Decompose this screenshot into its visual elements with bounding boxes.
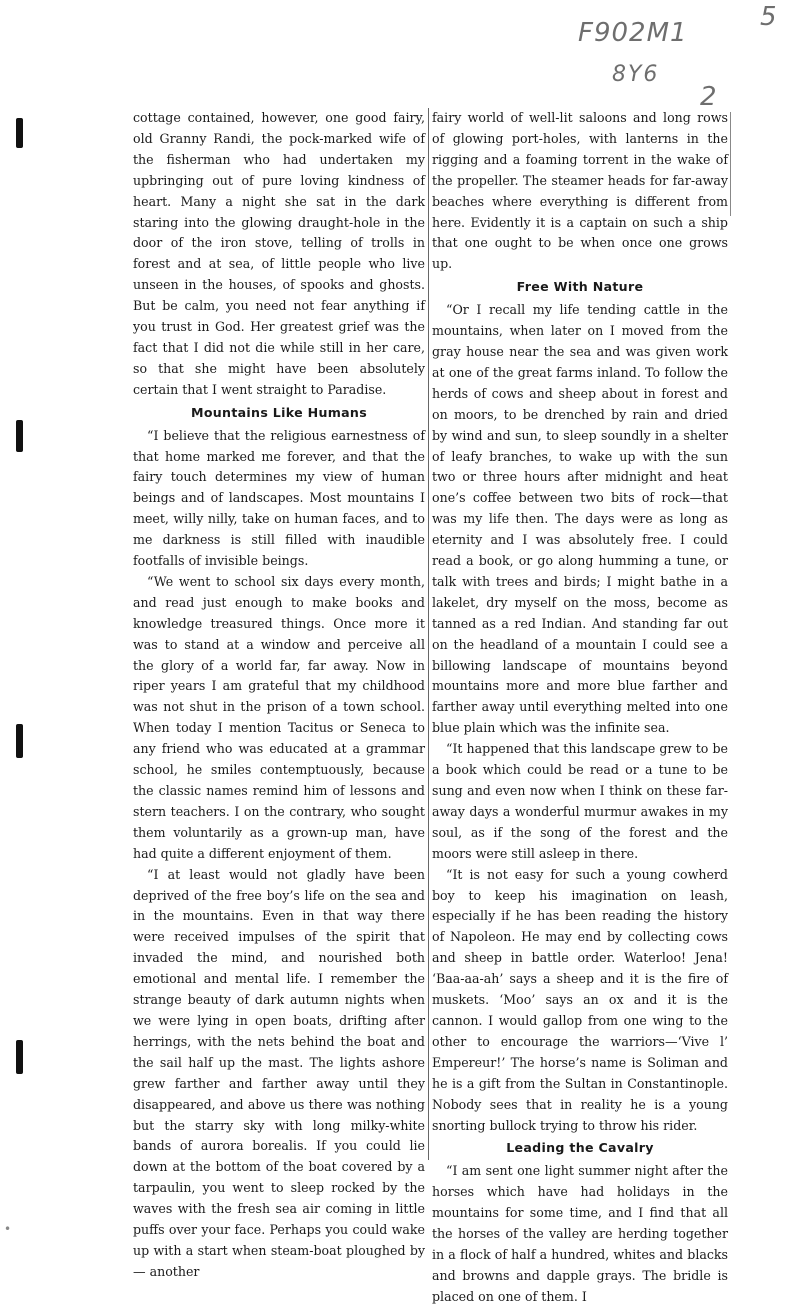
accession-number-annotation: F902M1 bbox=[578, 18, 688, 48]
clipping-edge-rule bbox=[730, 112, 731, 216]
paragraph: “I believe that the religious earnestness of that home marked me forever, and that the fairy touch determines my view of human beings and of landscapes. Most mountains I meet, willy nilly, take on human faces, and to me darkness is still filled with inaudible footfalls of invisible beings. bbox=[133, 427, 425, 569]
paragraph: “Or I recall my life tending cattle in the mountains, when later on I moved from the gray house near the sea and was given work at one of the great farms inland. To follow the herds of cows and sheep about in forest and on moors, to be drenched by rain and dried by wind and sun, to sleep soundly in a shelter of leafy branches, to wake up with the sun two or three hours after midnight and heat one’s coffee between two bits of rock—that was my life then. The days were as long as eternity and I was absolutely free. I could read a book, or go along humming a tune, or talk with trees and birds; I might bathe in a lakelet, dry myself on the moss, become as tanned as a red Indian. And standing far out on the headland of a mountain I could see a billowing landscape of mountains beyond mountains more and more blue farther and farther away until everything melted into one blue plain which was the infinite sea. bbox=[432, 302, 728, 736]
column-number-annotation: 2 bbox=[700, 82, 717, 112]
paragraph: “It happened that this landscape grew to be a book which could be read or a tune to be sung and even now when I think on these far-away days a wonderful murmur awakes in my soul, as if the song of the forest and the moors were still asleep in there. bbox=[432, 741, 728, 861]
section-heading: Leading the Cavalry bbox=[506, 1140, 654, 1156]
volume-annotation: 8Y6 bbox=[612, 62, 660, 87]
paragraph: “We went to school six days every month, and read just enough to make books and knowledge treasured things. Once more it was to stand at a window and perceive all the glory of a world far, far away. Now in riper years I am grateful that my childhood was not shut in the prison of a town school. When today I mention Tacitus or Seneca to any friend who was educated at a grammar school, he smiles contemptuously, because the classic names remind him of lessons and stern teachers. I on the contrary, who sought them voluntarily as a grown-up man, have had quite a different enjoyment of them. bbox=[133, 573, 425, 861]
binding-hole-mark bbox=[16, 118, 23, 148]
paragraph: “It is not easy for such a young cowherd boy to keep his imagination on leash, especially if he has been reading the history of Napoleon. He may end by collecting cows and sheep in battle order. Waterloo! Jena! ‘Baa-aa-ah’ says a sheep and it is the fire of muskets. ‘Moo’ says an ox and it is the cannon. I would gallop from one wing to the other to encourage the warriors—‘Vive l’ Empereur!’ The horse’s name is Soliman and he is a gift from the Sultan in Constantinople. Nobody sees that in reality he is a young snorting bullock trying to throw his rider. bbox=[432, 866, 728, 1133]
article-column-right bbox=[432, 108, 728, 1308]
corner-scan-mark: • bbox=[4, 1222, 12, 1236]
column-divider-rule bbox=[428, 108, 429, 1160]
paragraph: “I at least would not gladly have been deprived of the free boy’s life on the sea and in the mountains. Even in that way there were received impulses of the spirit that invaded the mind, and nourished both emotional and mental life. I remember the strange beauty of dark autumn nights when we were lying in open boats, drifting after herrings, with the nets behind the boat and the sail half up the mast. The lights ashore grew farther and farther away until they disappeared, and above us there was nothing but the starry sky with long milky-white bands of aurora borealis. If you could lie down at the bottom of the boat covered by a tarpaulin, you went to sleep rocked by the waves with the fresh sea air coming in little puffs over your face. Perhaps you could wake up with a start when steam-boat ploughed by — another bbox=[133, 866, 425, 1279]
binding-hole-mark bbox=[16, 1040, 23, 1074]
section-heading: Free With Nature bbox=[516, 279, 644, 295]
binding-hole-mark bbox=[16, 420, 23, 452]
binding-hole-mark bbox=[16, 724, 23, 758]
article-column-left bbox=[133, 108, 425, 1283]
section-heading: Mountains Like Humans bbox=[191, 404, 367, 420]
paragraph: cottage contained, however, one good fairy, old Granny Randi, the pock-marked wife of the fisherman who had undertaken my upbringing out of pure loving kindness of heart. Many a night she sat in the dark staring into the glowing draught-hole in the door of the iron stove, telling of trolls in forest and at sea, of little people who live unseen in the houses, of spooks and ghosts. But be calm, you need not fear anything if you trust in God. Her greatest grief was the fact that I did not die while still in her care, so that she might have been absolutely certain that I went straight to Paradise. bbox=[133, 110, 425, 397]
paragraph: fairy world of well-lit saloons and long rows of glowing port-holes, with lanterns in the rigging and a foaming torrent in the wake of the propeller. The steamer heads for far-away beaches where everything is different from here. Evidently it is a captain on such a ship that one ought to be when once one grows up. bbox=[432, 110, 728, 272]
page-number-annotation: 5 bbox=[760, 2, 777, 32]
paragraph: “I am sent one light summer night after the horses which have had holidays in the mountains for some time, and I find that all the horses of the valley are herding together in a flock of half a hundred, whites and blacks and browns and dapple grays. The bridle is placed on one of them. I bbox=[432, 1163, 728, 1304]
